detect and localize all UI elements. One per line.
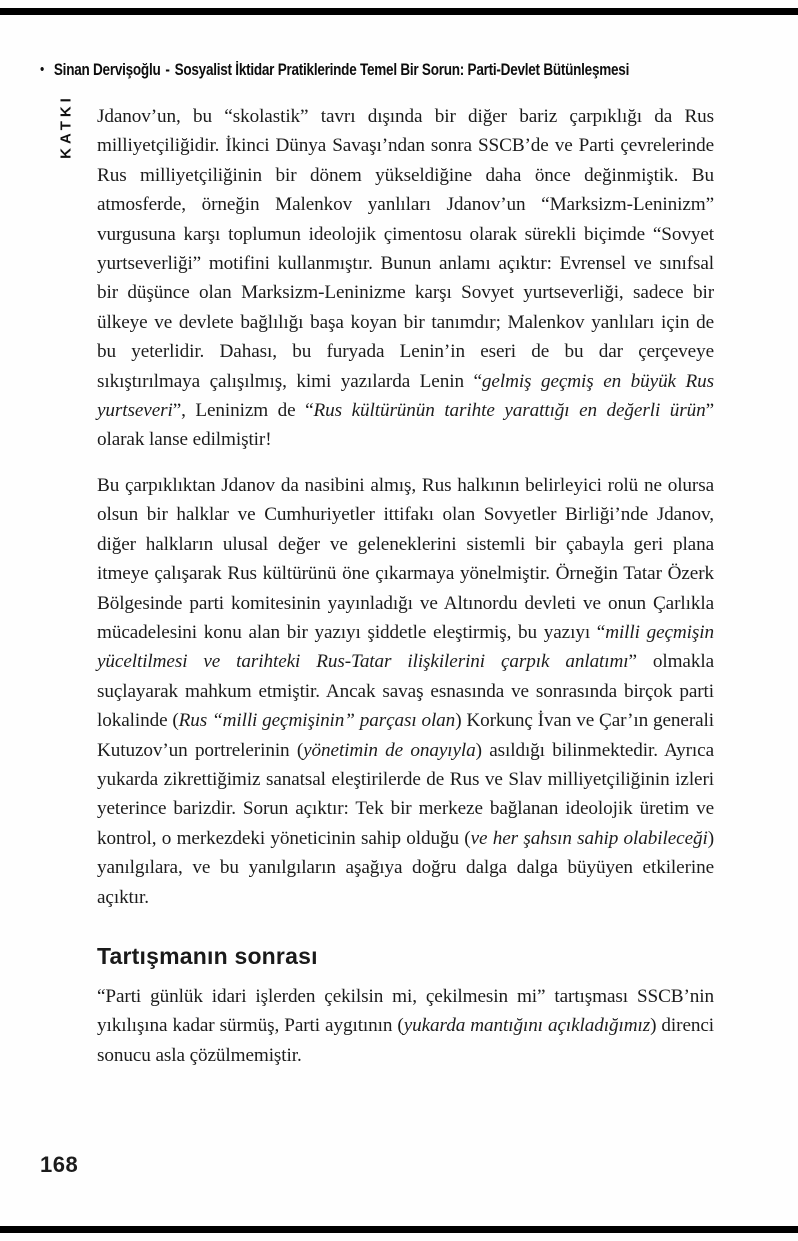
header-title: Sosyalist İktidar Pratiklerinde Temel Bir Sorun: Parti-Devlet Bütünleşmesi (174, 61, 630, 79)
top-rule (0, 8, 798, 15)
text-segment: ) direnci sonucu asla çözülmemiştir. (97, 1015, 715, 1066)
italic-text-segment: yönetimin de onayıyla (303, 739, 476, 761)
header-separator: - (165, 61, 170, 79)
text-segment: Jdanov’un, bu “skolastik” tavrı dışında bir diğer bariz çarpıklığı da Rus milliyetçiliğidir. İkinci Dünya Savaşı’ndan sonra SSCB’de ve Parti çevrelerinde Rus milliyetçiliğinin bir dönem yükseldiğine daha önce değinmiştik. Bu atmosferde, örneğin Malenkov yanlıları Jdanov’un “Marksizm-Leninizm” vurgusuna karşı toplumun ideolojik çimentosu olarak sürekli biçimde “Sovyet yurtseverliği” motifini kullanmıştır. Bunun anlamı açıktır: Evrensel ve sınıfsal bir düşünce olan Marksizm-Leninizme karşı Sovyet yurtseverliği, sadece bir ülkeye ve devlete bağlılığı başa koyan bir tanımdır; Malenkov yanlıları için de bu yeterlidir. Dahası, bu furyada Lenin’in eseri de bu dar çerçeveye sıkıştırılmaya çalışılmış, kimi yazılarda Lenin “ (97, 106, 714, 392)
italic-text-segment: gelmiş geçmiş en büyük Rus yurtseveri (97, 370, 715, 422)
italic-text-segment: Rus kültürünün tarihte yarattığı en değerli ürün (313, 400, 706, 422)
body-text (97, 102, 714, 1086)
italic-text-segment: yukarda mantığını açıkladığımız (403, 1015, 651, 1037)
italic-text-segment: milli geçmişin yüceltilmesi ve tarihteki Rus-Tatar ilişkilerini çarpık anlatımı (97, 621, 714, 673)
side-label-katki: KATKI (57, 94, 75, 159)
text-segment: ) Korkunç İvan ve Çar’ın generali Kutuzov’un portrelerinin ( (97, 710, 715, 761)
paragraph (97, 982, 714, 1070)
text-segment: ) yanılgılara, ve bu yanılgıların aşağıya doğru dalga dalga büyüyen etkilerine açıktır. (97, 827, 715, 908)
text-segment: ” olarak lanse edilmiştir! (97, 400, 714, 451)
bottom-rule (0, 1226, 798, 1233)
page-number: 168 (40, 1152, 79, 1177)
text-segment: ” olmakla suçlayarak mahkum etmiştir. Ancak savaş esnasında ve sonrasında birçok parti lokalinde ( (97, 651, 714, 732)
text-segment: ) asıldığı bilinmektedir. Ayrıca yukarda zikrettiğimiz sanatsal eleştirilerde de Rus ve Slav milliyetçiliğinin izleri yeterince barizdir. Sorun açıktır: Tek bir merkeze bağlanan ideolojik üretim ve kontrol, o merkezdeki yöneticinin sahip olduğu ( (97, 739, 714, 849)
italic-text-segment: Rus “milli geçmişinin” parçası olan (178, 710, 456, 732)
text-segment: “Parti günlük idari işlerden çekilsin mi, çekilmesin mi” tartışması SSCB’nin yıkılışına kadar sürmüş, Parti aygıtının ( (97, 985, 714, 1037)
text-segment: Bu çarpıklıktan Jdanov da nasibini almış, Rus halkının belirleyici rolü ne olursa olsun bir halklar ve Cumhuriyetler ittifakı olan Sovyetler Birliği’nde Jdanov, diğer halkların ulusal değer ve geleneklerini sistemli bir çabayla geri plana itmeye çalışarak Rus kültürünü öne çıkarmaya yönelmiştir. Örneğin Tatar Özerk Bölgesinde parti komitesinin yayınladığı ve Altınordu devleti ve onun Çarlıkla mücadelesini konu alan bir yazıyı şiddetle eleştirmiş, bu yazıyı “ (97, 474, 714, 643)
section-heading: Tartışmanın sonrası (97, 942, 318, 969)
paragraph (97, 102, 714, 455)
paragraph (97, 471, 714, 912)
page-header (40, 61, 629, 80)
bullet-icon: • (40, 61, 45, 78)
text-segment: ”, Leninizm de “ (172, 400, 314, 422)
italic-text-segment: ve her şahsın sahip olabileceği (470, 827, 708, 849)
header-author: Sinan Dervişoğlu (53, 61, 161, 79)
